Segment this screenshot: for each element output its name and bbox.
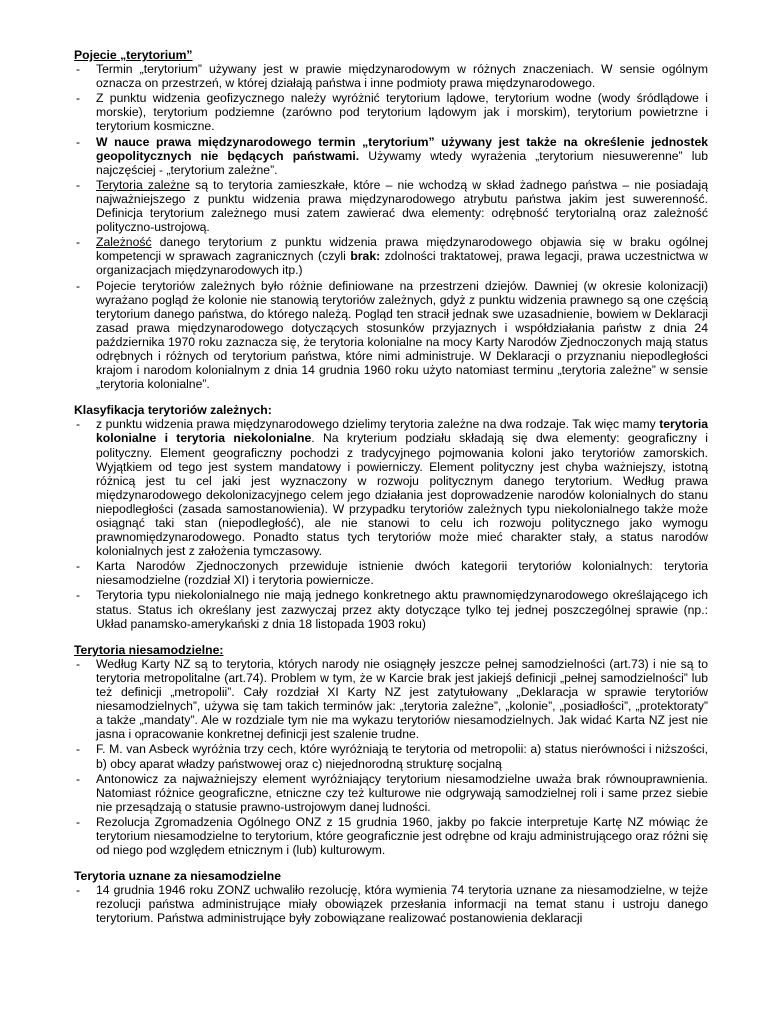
text-run: zdolności traktatowej, prawa legacji, prawa uczestnictwa w organizacjach międzynarodowych itp.) [96,249,708,278]
bullet-item [74,135,708,177]
bullet-item [74,417,708,558]
bullet-list [74,883,708,925]
section-heading: Klasyfikacja terytoriów zależnych: [74,403,272,418]
bullet-item [74,772,708,814]
bullet-item [74,588,708,630]
bullet-item [74,235,708,277]
text-run: Terytoria typu niekolonialnego nie mają jednego konkretnego aktu prawnomiędzynarodowego określającego ich status. Status ich określany jest zazwyczaj przez akty dotyczące tylko tej jednej poszczególnej sprawie (np.: Układ panamsko-amerykański z dnia 18 listopada 1903 roku) [96,588,708,631]
text-run: Terytoria zależne [96,177,190,192]
text-run: Karta Narodów Zjednoczonych przewiduje istnienie dwóch kategorii terytoriów kolonialnych: terytoria niesamodzielne (rozdział XI) i terytoria powiernicze. [96,559,708,588]
bullet-item [74,815,708,857]
text-run: z punktu widzenia prawa międzynarodowego dzielimy terytoria zależne na dwa rodzaje. Tak więc mamy [96,417,660,432]
bullet-item [74,742,708,770]
text-run: Termin „terytorium” używany jest w prawie międzynarodowym w różnych znaczeniach. W sensie ogólnym oznacza on przestrzeń, w której działają państwa i inne podmioty prawa międzynarodowego. [96,62,708,91]
text-run: Pojecie terytoriów zależnych było różnie definiowane na przestrzeni dziejów. Dawniej (w okresie kolonizacji) wyrażano pogląd że kolonie nie stanowią terytoriów zależnych, gdyż z punktu widzenia prawnego są one częścią terytorium danego państwa, do którego należą. Pogląd ten stracił jednak swe uzasadnienie, bowiem w Deklaracji zasad prawa międzynarodowego dotyczących stosunków przyjaznych i współdziałania państw z dnia 24 października 1970 roku zaznacza się, że terytoria kolonialne na mocy Karty Narodów Zjednoczonych mają status odrębnych i różnych od terytorium państwa, które nimi administruje. W Deklaracji o przyznaniu niepodległości krajom i narodom kolonialnym z dnia 14 grudnia 1960 roku użyto natomiast terminu „terytoria zależne” w sensie „terytoria kolonialne”. [96,278,708,392]
bullet-item [74,91,708,133]
section-s4 [74,869,708,925]
bullet-item [74,657,708,742]
text-run: F. M. van Asbeck wyróżnia trzy cech, które wyróżniają te terytoria od metropolii: a) status nierówności i niższości, b) obcy aparat władzy państwowej oraz c) niejednorodną strukturę socjalną [96,742,708,771]
section-s2 [74,403,708,631]
section-s1 [74,48,708,391]
section-heading: Terytoria uznane za niesamodzielne [74,869,282,884]
text-run: W nauce prawa międzynarodowego termin „terytorium” używany jest także na określenie jednostek geopolitycznych nie będących państwami. [96,134,708,163]
bullet-item [74,279,708,392]
section-heading: Terytoria niesamodzielne: [74,642,224,657]
text-run: są to terytoria zamieszkałe, które – nie wchodzą w skład żadnego państwa – nie posiadają najważniejszego z punktu widzenia prawa międzynarodowego atrybutu państwa jakim jest suwerenność. Definicja terytorium zależnego musi zatem zawierać dwa elementy: odrębność terytorialną oraz zależność polityczno-ustrojową. [96,177,708,235]
text-run: Rezolucja Zgromadzenia Ogólnego ONZ z 15 grudnia 1960, jakby po fakcie interpretuje Kartę NZ mówiąc że terytorium niesamodzielne to terytorium, które geograficznie jest odrębne od kraju administrującego oraz różni się od niego pod względem etnicznym i (lub) kulturowym. [96,814,708,858]
bullet-item [74,62,708,90]
text-run: Antonowicz za najważniejszy element wyróżniający terytorium niesamodzielne uważa brak równouprawnienia. Natomiast różnice geograficzne, etniczne czy też kulturowe nie odgrywają samodzielnej roli i same przez siebie nie przesądzają o statusie prawno-ustrojowym danej ludności. [96,771,708,814]
bullet-item [74,178,708,234]
text-run: Używamy wtedy wyrażenia „terytorium niesuwerenne” lub najczęściej - „terytorium zależne”. [96,148,708,177]
text-run: Z punktu widzenia geofizycznego należy wyróżnić terytorium lądowe, terytorium wodne (wody śródlądowe i morskie), terytorium podziemne (zarówno pod terytorium lądowym jak i morskim), terytorium powietrzne i terytorium kosmiczne. [96,91,708,134]
bullet-item [74,559,708,587]
text-run: . Na kryterium podziału składają się dwa elementy: geograficzny i polityczny. Element geograficzny pochodzi z tradycyjnego pojmowania koloni jako terytoriów zamorskich. Wyjątkiem od tego jest system mandatowy i powierniczy. Element polityczny jest chyba ważniejszy, istotną różnicą jest tu cel jaki jest wyznaczony w rozwoju politycznym danego terytorium. Według prawa międzynarodowego dekolonizacyjnego celem jego działania jest doprowadzenie narodów kolonialnych do stanu niepodległości (zasada samostanowienia). W przypadku terytoriów zależnych typu niekolonialnego także może osiągnąć taki stan (niepodległość), ale nie stanowi to celu ich rozwoju politycznego jako wymogu prawnomiędzynarodowego. Ponadto status tych terytoriów może mieć charakter stały, a status narodów kolonialnych jest z założenia tymczasowy. [96,431,709,559]
section-s3 [74,643,708,857]
bullet-item [74,883,708,925]
text-run: Według Karty NZ są to terytoria, których narody nie osiągnęły jeszcze pełnej samodzielności (art.73) i nie są to terytoria metropolitalne (art.74). Problem w tym, że w Karcie brak jest jakiejś definicji „pełnej samodzielności” lub też definicji „metropolii”. Cały rozdział XI Karty NZ jest zatytułowany „Deklaracja w sprawie terytoriów niesamodzielnych”, używa się tam takich terminów jak: „terytoria zależne”, „kolonie”, „posiadłości”, „protektoraty” a także „mandaty”. Ale w rozdziale tym nie ma wykazu terytoriów niesamodzielnych. Jak widać Karta NZ jest nie jasna i opracowanie konkretnej definicji jest szalenie trudne. [96,656,708,742]
text-run: Zależność [96,235,152,250]
bullet-list [74,62,708,391]
bullet-list [74,417,708,630]
text-run: brak: [350,249,381,264]
text-run: terytoria kolonialne i terytoria niekolonialne [96,417,708,446]
section-heading: Pojecie „terytorium” [74,48,193,62]
bullet-list [74,657,708,857]
text-run: 14 grudnia 1946 roku ZONZ uchwaliło rezolucję, która wymienia 74 terytoria uznane za niesamodzielne, w tejże rezolucji państwa administrujące miały obowiązek przesłania informacji na temat stanu i ustroju danego terytorium. Państwa administrujące były zobowiązane realizować postanowienia deklaracji [96,883,708,926]
text-run: danego terytorium z punktu widzenia prawa międzynarodowego objawia się w braku ogólnej kompetencji w sprawach zagranicznych (czyli [96,235,708,264]
